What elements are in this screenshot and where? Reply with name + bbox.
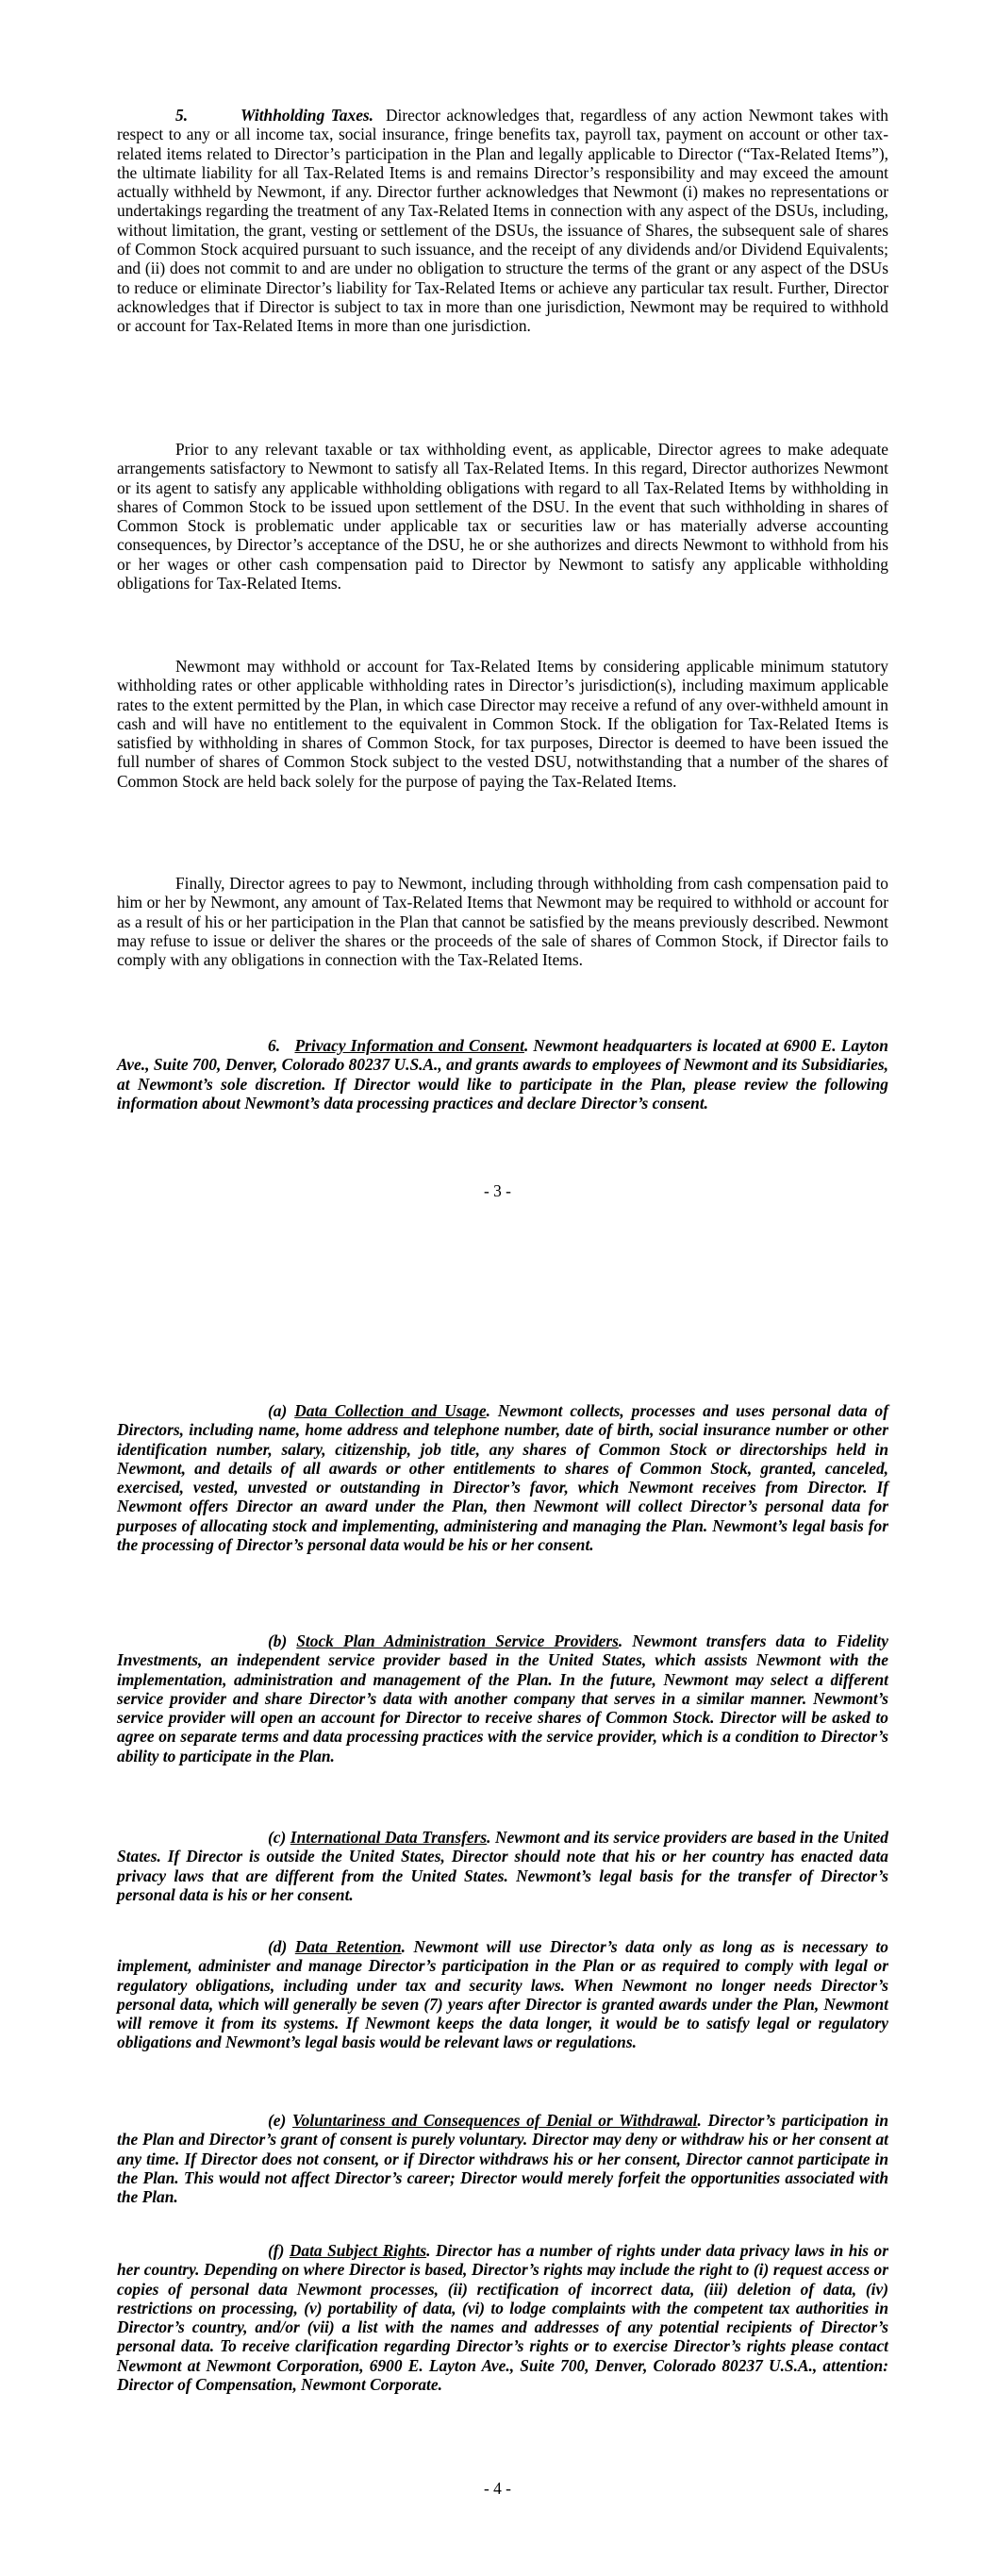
clause-a-label: (a) [268, 1401, 288, 1420]
clause-b [117, 1631, 888, 1765]
clause-f-label: (f) [268, 2241, 285, 2260]
section-5-paragraph-1 [117, 106, 888, 336]
clause-d-label: (d) [268, 1937, 288, 1956]
clause-f-heading: Data Subject Rights [289, 2241, 427, 2260]
section-5-heading: Withholding Taxes. [240, 106, 374, 125]
clause-c [117, 1828, 888, 1904]
clause-c-label: (c) [268, 1828, 287, 1847]
section-6-text: . Newmont headquarters is located at 6900 E. Layton Ave., Suite 700, Denver, Colorado 80237 U.S.A., and grants awards to employees of Newmont and its Subsidiaries, at Newmont’s sole discretion. If Director would like to participate in the Plan, please review the following information about Newmont’s data processing practices and declare Director’s consent. [117, 1036, 888, 1112]
clause-a [117, 1401, 888, 1554]
clause-e-label: (e) [268, 2111, 287, 2130]
section-6-number: 6. [268, 1036, 281, 1055]
section-5-text-1: Director acknowledges that, regardless of any action Newmont takes with respect to any or all income tax, social insurance, fringe benefits tax, payroll tax, payment on account or other tax-related items related to Director’s participation in the Plan and legally applicable to Director (“Tax-Related Items”), the ultimate liability for all Tax-Related Items is and remains Director’s responsibility and may exceed the amount actually withheld by Newmont, if any. Director further acknowledges that Newmont (i) makes no representations or undertakings regarding the treatment of any Tax-Related Items in connection with any aspect of the DSUs, including, without limitation, the grant, vesting or settlement of the DSUs, the issuance of Shares, the subsequent sale of shares of Common Stock acquired pursuant to such issuance, and the receipt of any dividends and/or Dividend Equivalents; and (ii) does not commit to and are under no obligation to structure the terms of the grant or any aspect of the DSUs to reduce or eliminate Director’s liability for Tax-Related Items or achieve any particular tax result. Further, Director acknowledges that if Director is subject to tax in more than one jurisdiction, Newmont may be required to withhold or account for Tax-Related Items in more than one jurisdiction. [117, 106, 889, 336]
clause-b-label: (b) [268, 1631, 288, 1650]
section-6-heading: Privacy Information and Consent [294, 1036, 524, 1055]
clause-e [117, 2111, 888, 2206]
clause-c-text: . Newmont and its service providers are based in the United States. If Director is outside the United States, Director should note that his or her country has enacted data privacy laws that are different from the United States. Newmont’s legal basis for the transfer of Director’s personal data is his or her consent. [117, 1828, 888, 1904]
section-5-paragraph-4: Finally, Director agrees to pay to Newmont, including through withholding from cash compensation paid to him or her by Newmont, any amount of Tax-Related Items that Newmont may be required to withhold or account for as a result of his or her participation in the Plan that cannot be satisfied by the means previously described. Newmont may refuse to issue or deliver the shares or the proceeds of the sale of shares of Common Stock, if Director fails to comply with any obligations in connection with the Tax-Related Items. [117, 874, 888, 970]
page-number-4: - 4 - [484, 2479, 511, 2498]
section-5-number: 5. [175, 106, 189, 125]
page-number-3: - 3 - [484, 1181, 511, 1200]
clause-e-heading: Voluntariness and Consequences of Denial or Withdrawal [292, 2111, 698, 2130]
clause-b-text: . Newmont transfers data to Fidelity Investments, an independent service provider based in the United States, which assists Newmont with the implementation, administration and management of the Plan. In the future, Newmont may select a different service provider and share Director’s data with another company that serves in a similar manner. Newmont’s service provider will open an account for Director to receive shares of Common Stock. Director will be asked to agree on separate terms and data processing practices with the service provider, which is a condition to Director’s ability to participate in the Plan. [117, 1631, 888, 1765]
section-5-paragraph-3: Newmont may withhold or account for Tax-Related Items by considering applicable minimum statutory withholding rates or other applicable withholding rates in Director’s jurisdiction(s), including maximum applicable rates to the extent permitted by the Plan, in which case Director may receive a refund of any over-withheld amount in cash and will have no entitlement to the equivalent in Common Stock. If the obligation for Tax-Related Items is satisfied by withholding in shares of Common Stock, for tax purposes, Director is deemed to have been issued the full number of shares of Common Stock subject to the vested DSU, notwithstanding that a number of the shares of Common Stock are held back solely for the purpose of paying the Tax-Related Items. [117, 657, 888, 791]
clause-e-text: . Director’s participation in the Plan and Director’s grant of consent is purely voluntary. Director may deny or withdraw his or her consent at any time. If Director does not consent, or if Director withdraws his or her consent, Director cannot participate in the Plan. This would not affect Director’s career; Director would merely forfeit the opportunities associated with the Plan. [117, 2111, 888, 2207]
clause-a-heading: Data Collection and Usage [294, 1401, 487, 1420]
clause-c-heading: International Data Transfers [290, 1828, 488, 1847]
clause-d [117, 1937, 888, 2052]
clause-f-text: . Director has a number of rights under data privacy laws in his or her country. Depending on where Director is based, Director’s rights may include the right to (i) request access or copies of personal data Newmont processes, (ii) rectification of incorrect data, (iii) deletion of data, (iv) restrictions on processing, (v) portability of data, (vi) to lodge complaints with the competent tax authorities in Director’s country, and/or (vii) a list with the names and addresses of any potential recipients of Director’s personal data. To receive clarification regarding Director’s rights or to exercise Director’s rights please contact Newmont at Newmont Corporation, 6900 E. Layton Ave., Suite 700, Denver, Colorado 80237 U.S.A., attention: Director of Compensation, Newmont Corporate. [117, 2241, 888, 2395]
clause-d-heading: Data Retention [294, 1937, 402, 1956]
page-4 [0, 1288, 995, 2576]
section-6-paragraph [117, 1036, 888, 1112]
clause-a-text: . Newmont collects, processes and uses personal data of Directors, including name, home address and telephone number, date of birth, social insurance number or other identification number, salary, citizenship, job title, any shares of Common Stock or directorships held in Newmont, and details of all awards or other entitlements to shares of Common Stock, granted, canceled, exercised, vested, unvested or outstanding in Director’s favor, which Newmont receives from Director. If Newmont offers Director an award under the Plan, then Newmont will collect Director’s personal data for purposes of allocating stock and implementing, administering and managing the Plan. Newmont’s legal basis for the processing of Director’s personal data would be his or her consent. [117, 1401, 888, 1555]
clause-d-text: . Newmont will use Director’s data only as long as is necessary to implement, administer and manage Director’s participation in the Plan or as required to comply with legal or regulatory obligations, including under tax and security laws. When Newmont no longer needs Director’s personal data, which will generally be seven (7) years after Director is granted awards under the Plan, Newmont will remove it from its systems. If Newmont keeps the data longer, it would be to satisfy legal or regulatory obligations and Newmont’s legal basis would be relevant laws or regulations. [117, 1937, 888, 2052]
section-5-paragraph-2: Prior to any relevant taxable or tax withholding event, as applicable, Director agrees to make adequate arrangements satisfactory to Newmont to satisfy all Tax-Related Items. In this regard, Director authorizes Newmont or its agent to satisfy any applicable withholding obligations with regard to all Tax-Related Items by withholding in shares of Common Stock to be issued upon settlement of the DSU. In the event that such withholding in shares of Common Stock is problematic under applicable tax or securities law or has materially adverse accounting consequences, by Director’s acceptance of the DSU, he or she authorizes and directs Newmont to withhold from his or her wages or other cash compensation paid to Director by Newmont to satisfy any applicable withholding obligations for Tax-Related Items. [117, 440, 888, 594]
clause-f [117, 2241, 888, 2394]
clause-b-heading: Stock Plan Administration Service Providers [296, 1631, 619, 1650]
